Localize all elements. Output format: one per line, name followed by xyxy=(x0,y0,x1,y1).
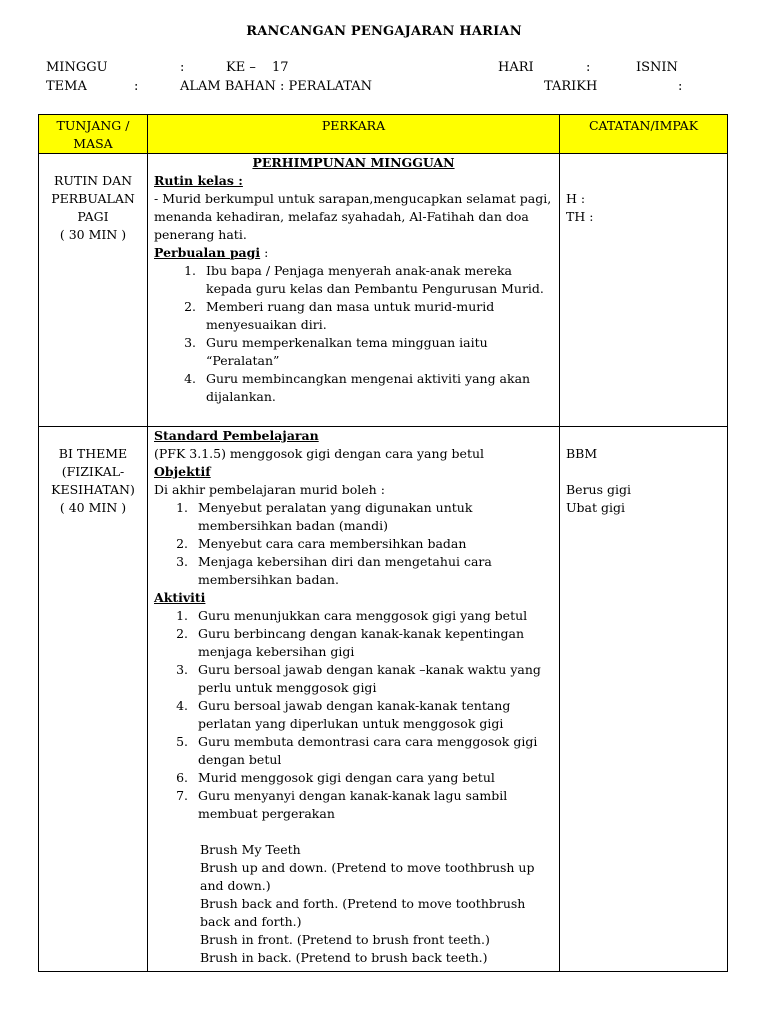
masa-line: ( 30 MIN ) xyxy=(59,227,127,242)
table-header-row xyxy=(39,115,728,154)
list-item: 3. Menjaga kebersihan diri dan mengetahui cara membersihkan badan. xyxy=(192,553,553,589)
list-item: 1. Guru menunjukkan cara menggosok gigi yang betul xyxy=(192,607,553,625)
masa-line: (FIZIKAL- xyxy=(61,464,125,479)
aktiviti-list xyxy=(154,607,553,823)
song-line: Brush back and forth. (Pretend to move toothbrush back and forth.) xyxy=(200,896,526,929)
list-item: 2. Guru berbincang dengan kanak-kanak kepentingan menjaga kebersihan gigi xyxy=(192,625,553,661)
standard-pembelajaran-text: (PFK 3.1.5) menggosok gigi dengan cara yang betul xyxy=(154,446,485,461)
list-item: 4. Guru membincangkan mengenai aktiviti yang akan dijalankan. xyxy=(200,370,553,406)
perkara-cell-rutin xyxy=(148,154,560,427)
minggu-number: 17 xyxy=(272,60,289,75)
header-tunjang: TUNJANG / MASA xyxy=(39,115,148,154)
list-item: 1. Ibu bapa / Penjaga menyerah anak-anak mereka kepada guru kelas dan Pembantu Pengurusan Murid. xyxy=(200,262,553,298)
masa-line: ( 40 MIN ) xyxy=(59,500,127,515)
catatan-bbm: BBM xyxy=(566,446,598,461)
tema-colon: : xyxy=(134,79,139,94)
objektif-intro: Di akhir pembelajaran murid boleh : xyxy=(154,482,385,497)
perbualan-colon: : xyxy=(260,245,269,260)
masa-line: PERBUALAN xyxy=(51,191,135,206)
list-item: 3. Guru memperkenalkan tema mingguan iaitu “Peralatan” xyxy=(200,334,553,370)
aktiviti-label: Aktiviti xyxy=(154,590,206,605)
catatan-line: TH : xyxy=(566,209,594,224)
hari-label: HARI xyxy=(498,60,534,75)
catatan-item: Berus gigi xyxy=(566,482,631,497)
catatan-cell-bi-theme xyxy=(560,427,728,972)
table-row-rutin xyxy=(39,154,728,427)
list-item: 4. Guru bersoal jawab dengan kanak-kanak tentang perlatan yang diperlukan untuk menggosok gigi xyxy=(192,697,553,733)
header-catatan: CATATAN/IMPAK xyxy=(560,115,728,154)
header-perkara: PERKARA xyxy=(148,115,560,154)
masa-cell-bi-theme xyxy=(39,427,148,972)
song-block xyxy=(154,823,553,967)
catatan-cell-rutin xyxy=(560,154,728,427)
objektif-list xyxy=(154,499,553,589)
minggu-value: KE – xyxy=(226,60,256,75)
list-item: 6. Murid menggosok gigi dengan cara yang betul xyxy=(192,769,553,787)
tarikh-colon: : xyxy=(678,79,683,94)
minggu-colon: : xyxy=(180,60,185,75)
tema-value: ALAM BAHAN : PERALATAN xyxy=(180,79,372,94)
rutin-kelas-label: Rutin kelas : xyxy=(154,173,243,188)
catatan-line: H : xyxy=(566,191,586,206)
rutin-kelas-text: - Murid berkumpul untuk sarapan,mengucapkan selamat pagi, menanda kehadiran, melafaz syahadah, Al-Fatihah dan doa penerang hati. xyxy=(154,191,552,242)
tema-label: TEMA xyxy=(46,79,87,94)
masa-line: KESIHATAN) xyxy=(51,482,135,497)
catatan-item: Ubat gigi xyxy=(566,500,625,515)
table-row-bi-theme xyxy=(39,427,728,972)
perbualan-list xyxy=(154,262,553,406)
song-line: Brush in back. (Pretend to brush back teeth.) xyxy=(200,950,488,965)
song-line: Brush up and down. (Pretend to move toothbrush up and down.) xyxy=(200,860,535,893)
perbualan-pagi-label: Perbualan pagi xyxy=(154,245,261,260)
objektif-label: Objektif xyxy=(154,464,211,479)
list-item: 2. Memberi ruang dan masa untuk murid-murid menyesuaikan diri. xyxy=(200,298,553,334)
minggu-label: MINGGU xyxy=(46,60,108,75)
tarikh-label: TARIKH xyxy=(544,79,598,94)
song-title: Brush My Teeth xyxy=(200,842,301,857)
list-item: 1. Menyebut peralatan yang digunakan untuk membersihkan badan (mandi) xyxy=(192,499,553,535)
list-item: 3. Guru bersoal jawab dengan kanak –kanak waktu yang perlu untuk menggosok gigi xyxy=(192,661,553,697)
list-item: 7. Guru menyanyi dengan kanak-kanak lagu sambil membuat pergerakan xyxy=(192,787,553,823)
perbualan-heading xyxy=(154,244,553,262)
masa-line: PAGI xyxy=(77,209,109,224)
list-item: 2. Menyebut cara cara membersihkan badan xyxy=(192,535,553,553)
page-title: RANCANGAN PENGAJARAN HARIAN xyxy=(246,24,522,39)
hari-value: ISNIN xyxy=(636,60,678,75)
perkara-cell-bi-theme xyxy=(148,427,560,972)
list-item: 5. Guru membuta demontrasi cara cara menggosok gigi dengan betul xyxy=(192,733,553,769)
masa-line: RUTIN DAN xyxy=(53,173,133,188)
masa-cell-rutin xyxy=(39,154,148,427)
section-heading: PERHIMPUNAN MINGGUAN xyxy=(252,155,455,170)
song-line: Brush in front. (Pretend to brush front teeth.) xyxy=(200,932,490,947)
hari-colon: : xyxy=(586,60,591,75)
standard-pembelajaran-label: Standard Pembelajaran xyxy=(154,428,319,443)
masa-line: BI THEME xyxy=(58,446,128,461)
lesson-plan-table xyxy=(38,114,728,972)
